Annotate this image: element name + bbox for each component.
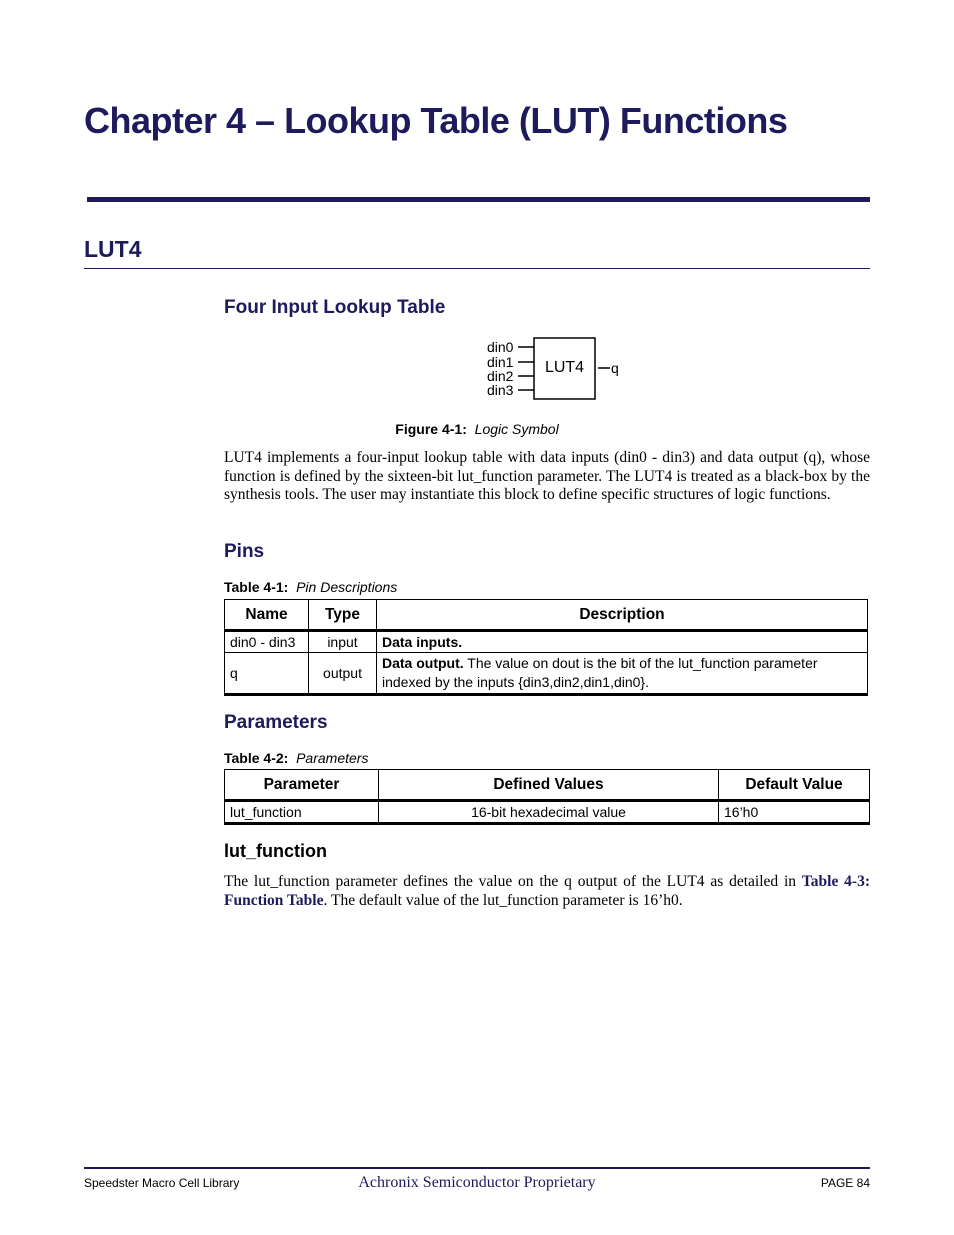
footer-proprietary-notice: Achronix Semiconductor Proprietary xyxy=(358,1174,596,1191)
column-header-name: Name xyxy=(225,600,309,631)
lut-function-heading: lut_function xyxy=(224,841,327,861)
table-row xyxy=(225,653,868,695)
pin-type: output xyxy=(309,653,377,695)
column-header-parameter: Parameter xyxy=(225,770,379,801)
input-label-din2: din2 xyxy=(487,368,514,384)
column-header-default-value: Default Value xyxy=(719,770,870,801)
lut4-block-label: LUT4 xyxy=(544,359,585,376)
pin-name: q xyxy=(225,653,309,695)
chapter-rule xyxy=(87,197,870,202)
input-label-din0: din0 xyxy=(487,339,514,355)
footer-document-title: Speedster Macro Cell Library xyxy=(84,1176,240,1190)
lut4-logic-symbol xyxy=(480,332,630,407)
pins-table-caption xyxy=(224,579,397,595)
parameters-heading: Parameters xyxy=(224,712,328,733)
parameters-table xyxy=(224,769,870,825)
table-header-row xyxy=(225,600,868,631)
lut-function-text: The lut_function parameter defines the value on the q output of the LUT4 as detailed in xyxy=(224,873,802,890)
parameter-default-value: 16’h0 xyxy=(719,801,870,824)
parameters-table-caption xyxy=(224,750,368,766)
parameter-name: lut_function xyxy=(225,801,379,824)
pin-description xyxy=(377,653,868,695)
parameters-table-caption-label: Table 4-2: xyxy=(224,750,289,766)
input-label-din1: din1 xyxy=(487,354,514,370)
pin-description-text: The value on dout is the bit of the lut_function parameter indexed by the inputs {din3,din2,din1,din0}. xyxy=(382,655,818,690)
input-label-din3: din3 xyxy=(487,382,514,398)
pins-heading: Pins xyxy=(224,541,265,562)
lut-function-text-end: . The default value of the lut_function parameter is 16’h0. xyxy=(323,891,683,909)
subsection-title: Four Input Lookup Table xyxy=(224,297,446,318)
pins-table-caption-label: Table 4-1: xyxy=(224,579,289,595)
column-header-description: Description xyxy=(377,600,868,631)
output-label-q: q xyxy=(611,360,619,376)
parameter-defined-values: 16-bit hexadecimal value xyxy=(379,801,719,824)
parameters-table-caption-title: Parameters xyxy=(296,750,369,766)
column-header-type: Type xyxy=(309,600,377,631)
lut-function-paragraph xyxy=(224,873,870,910)
pin-description-bold: Data inputs. xyxy=(382,634,463,650)
column-header-defined-values: Defined Values xyxy=(379,770,719,801)
table-header-row xyxy=(225,770,870,801)
intro-paragraph: LUT4 implements a four-input lookup table with data inputs (din0 - din3) and data output (q), whose function is defined by the sixteen-bit lut_function parameter. The LUT4 is treated as a black-box by the synthesis tools. The user may instantiate this block to define specific structures of logic functions. xyxy=(224,449,870,504)
pins-table-caption-title: Pin Descriptions xyxy=(296,579,398,595)
pin-type: input xyxy=(309,631,377,653)
table-row xyxy=(225,631,868,653)
chapter-title: Chapter 4 – Lookup Table (LUT) Functions xyxy=(84,100,788,141)
section-rule xyxy=(84,268,870,269)
figure-caption xyxy=(0,421,954,437)
footer-rule xyxy=(84,1167,870,1169)
pin-descriptions-table xyxy=(224,599,868,696)
figure-caption-label: Figure 4-1: xyxy=(395,421,467,437)
pin-description xyxy=(377,631,868,653)
footer-page-number: PAGE 84 xyxy=(820,1176,870,1190)
pin-description-bold: Data output. xyxy=(382,655,464,671)
table-row xyxy=(225,801,870,824)
figure-caption-title: Logic Symbol xyxy=(474,421,559,437)
section-title: LUT4 xyxy=(84,236,142,262)
pin-name: din0 - din3 xyxy=(225,631,309,653)
table-4-3-link[interactable]: Table 4-3: Function Table xyxy=(224,873,870,909)
